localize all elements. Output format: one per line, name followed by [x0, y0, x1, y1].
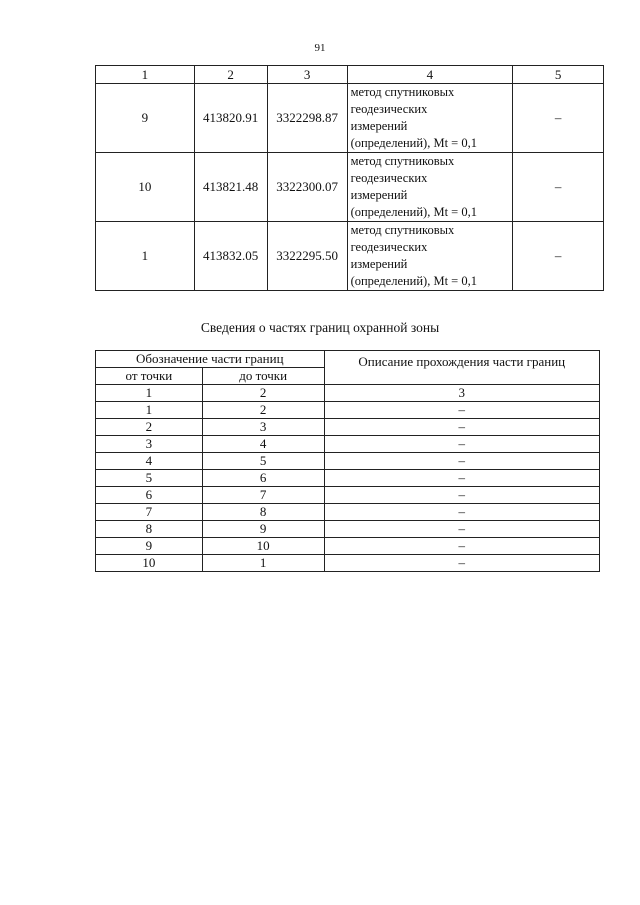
part-description: –: [324, 487, 599, 504]
boundary-parts-header: [96, 351, 600, 368]
col-header-1: 1: [96, 66, 195, 84]
point-number: 9: [96, 84, 195, 153]
note-cell: –: [513, 153, 604, 222]
header-description: Описание прохождения части границ: [324, 351, 599, 385]
table-row: [96, 436, 600, 453]
table-row: [96, 222, 604, 291]
from-point: 6: [96, 487, 203, 504]
section-title: Сведения о частях границ охранной зоны: [200, 320, 440, 335]
header-to-point: до точки: [202, 368, 324, 385]
from-point: 10: [96, 555, 203, 572]
table-row: [96, 84, 604, 153]
from-point: 3: [96, 436, 203, 453]
method-line: метод спутниковых: [350, 85, 455, 99]
note-cell: –: [513, 84, 604, 153]
header-from-point: от точки: [96, 368, 203, 385]
from-point: 9: [96, 538, 203, 555]
table-row: [96, 504, 600, 521]
part-description: –: [324, 538, 599, 555]
table-row: [96, 538, 600, 555]
table-row: [96, 419, 600, 436]
column-numbering-row: [96, 385, 600, 402]
method-line: геодезических: [350, 171, 428, 185]
coord-x: 413821.48: [194, 153, 267, 222]
to-point: 3: [202, 419, 324, 436]
coordinates-table-header: [96, 66, 604, 84]
to-point: 5: [202, 453, 324, 470]
from-point: 1: [96, 402, 203, 419]
table-row: [96, 470, 600, 487]
method-line: геодезических: [350, 102, 428, 116]
method-line: метод спутниковых: [350, 154, 455, 168]
boundary-parts-table: [95, 350, 600, 572]
from-point: 7: [96, 504, 203, 521]
method-line: (определений), Mt = 0,1: [350, 205, 477, 219]
table-row: [96, 487, 600, 504]
coordinates-table: [95, 65, 604, 291]
part-description: –: [324, 504, 599, 521]
to-point: 1: [202, 555, 324, 572]
method-description: [347, 222, 513, 291]
table-row: [96, 521, 600, 538]
col-header-2: 2: [194, 66, 267, 84]
from-point: 2: [96, 419, 203, 436]
method-line: (определений), Mt = 0,1: [350, 136, 477, 150]
part-description: –: [324, 521, 599, 538]
from-point: 4: [96, 453, 203, 470]
coord-y: 3322298.87: [267, 84, 347, 153]
table-row: [96, 555, 600, 572]
col-number-2: 2: [202, 385, 324, 402]
method-line: измерений: [350, 119, 408, 133]
coord-x: 413832.05: [194, 222, 267, 291]
table-row: [96, 153, 604, 222]
coord-x: 413820.91: [194, 84, 267, 153]
part-description: –: [324, 436, 599, 453]
method-line: геодезических: [350, 240, 428, 254]
col-number-1: 1: [96, 385, 203, 402]
part-description: –: [324, 555, 599, 572]
header-designation: Обозначение части границ: [96, 351, 325, 368]
method-description: [347, 84, 513, 153]
part-description: –: [324, 453, 599, 470]
method-line: измерений: [350, 188, 408, 202]
method-line: измерений: [350, 257, 408, 271]
to-point: 4: [202, 436, 324, 453]
from-point: 8: [96, 521, 203, 538]
to-point: 9: [202, 521, 324, 538]
coord-y: 3322295.50: [267, 222, 347, 291]
point-number: 1: [96, 222, 195, 291]
part-description: –: [324, 419, 599, 436]
to-point: 8: [202, 504, 324, 521]
to-point: 10: [202, 538, 324, 555]
method-line: метод спутниковых: [350, 223, 455, 237]
to-point: 7: [202, 487, 324, 504]
col-header-4: 4: [347, 66, 513, 84]
coord-y: 3322300.07: [267, 153, 347, 222]
from-point: 5: [96, 470, 203, 487]
col-header-3: 3: [267, 66, 347, 84]
to-point: 2: [202, 402, 324, 419]
method-line: (определений), Mt = 0,1: [350, 274, 477, 288]
table-row: [96, 402, 600, 419]
point-number: 10: [96, 153, 195, 222]
col-number-3: 3: [324, 385, 599, 402]
part-description: –: [324, 470, 599, 487]
col-header-5: 5: [513, 66, 604, 84]
to-point: 6: [202, 470, 324, 487]
page-number: 91: [314, 42, 326, 54]
table-row: [96, 453, 600, 470]
method-description: [347, 153, 513, 222]
note-cell: –: [513, 222, 604, 291]
part-description: –: [324, 402, 599, 419]
